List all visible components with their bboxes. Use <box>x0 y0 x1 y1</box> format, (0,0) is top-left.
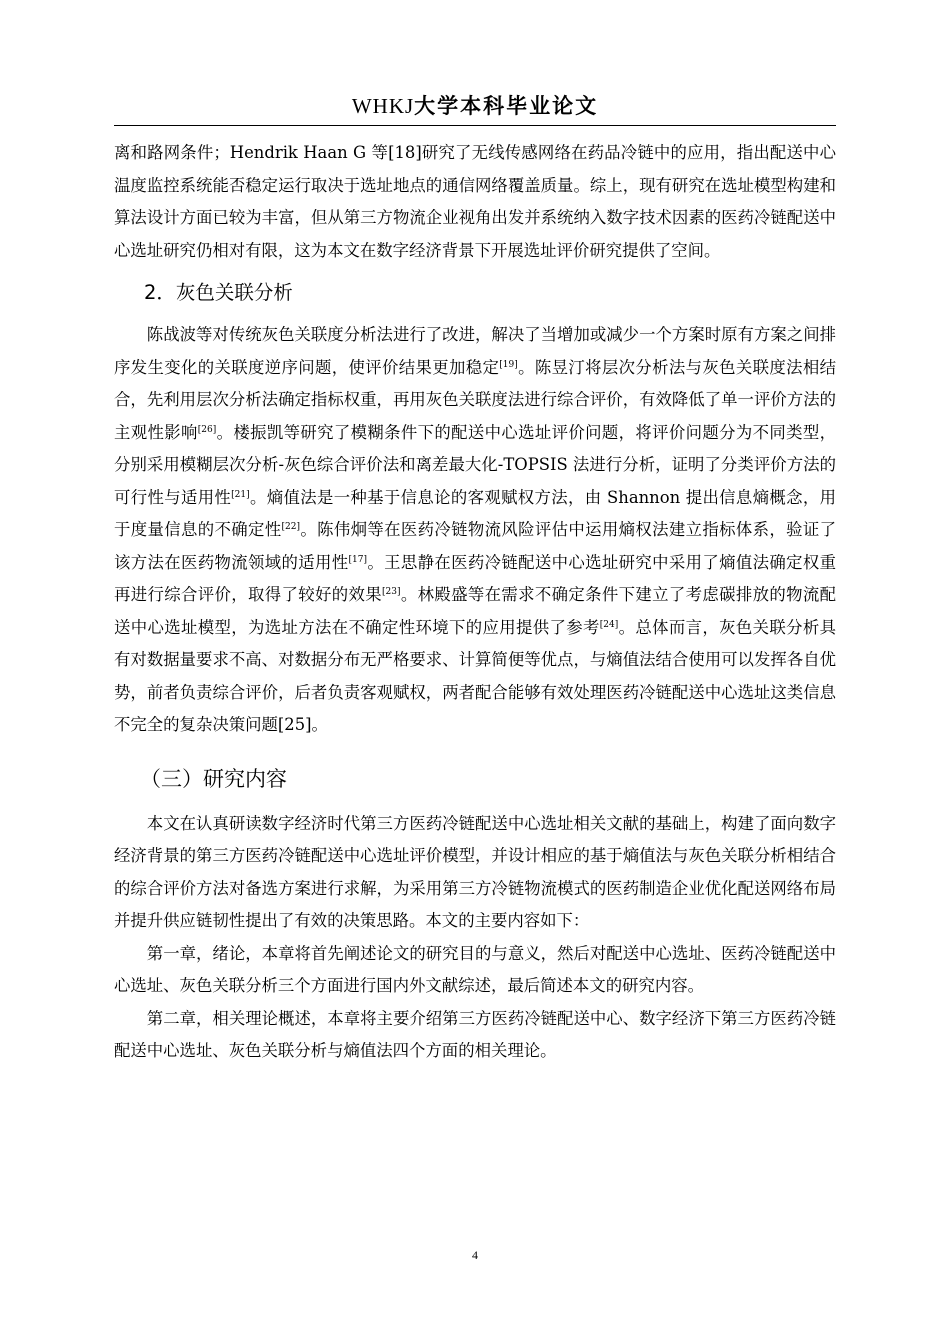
paragraph-continued: 离和路网条件；Hendrik Haan G 等[18]研究了无线传感网络在药品冷链中的应用，指出配送中心温度监控系统能否稳定运行取决于选址地点的通信网络覆盖质量。综上，现有研究在选址模型构建和算法设计方面已较为丰富，但从第三方物流企业视角出发并系统纳入数字技术因素的医药冷链配送中心选址研究仍相对有限，这为本文在数字经济背景下开展选址评价研究提供了空间。 <box>114 143 836 260</box>
subsection-heading-grey-relational: 2．灰色关联分析 <box>144 281 293 304</box>
citation: [23] <box>382 587 401 597</box>
header-latin: WHKJ <box>351 94 415 118</box>
paragraph-chapter-one: 第一章，绪论，本章将首先阐述论文的研究目的与意义，然后对配送中心选址、医药冷链配送中心选址、灰色关联分析三个方面进行国内外文献综述，最后简述本文的研究内容。 <box>114 943 836 995</box>
sentence: 。楼振凯等研究了模糊条件下的配送中心选址评价问题，将评价问题分为不同类型，分别采用模糊层次分析-灰色综合评价法和离差最大化-TOPSIS 法进行分析，证明了分类评价方法的可行性与适用性 <box>114 422 837 507</box>
citation: [26] <box>197 424 217 435</box>
header-title: 大学本科毕业论文 <box>414 93 599 118</box>
sentence: 。熵值法是一种基于信息论的客观赋权方法，由 Shannon 提出信息熵概念，用于度量信息的不确定性 <box>114 487 837 539</box>
sentence: 。林殿盛等在需求不确定条件下建立了考虑碳排放的物流配送中心选址模型，为选址方法在不确定性环境下的应用提供了参考 <box>114 585 837 637</box>
paragraph-grey-relational <box>114 319 836 742</box>
sentence: 陈战波等对传统灰色关联度分析法进行了改进，解决了当增加或减少一个方案时原有方案之间排序发生变化的关联度逆序问题，使评价结果更加稳定 <box>114 325 836 377</box>
citation: [21] <box>231 489 250 500</box>
citation: [19] <box>499 359 518 370</box>
sentence: 。陈伟炯等在医药冷链物流风险评估中运用熵权法建立指标体系，验证了该方法在医药物流领域的适用性 <box>114 520 837 572</box>
page-number: 4 <box>472 1248 478 1262</box>
body-text <box>114 137 836 1068</box>
sentence: 。陈昱汀将层次分析法与灰色关联度法相结合，先利用层次分析法确定指标权重，再用灰色关联度法进行综合评价，有效降低了单一评价方法的主观性影响 <box>114 357 837 442</box>
citation: [17] <box>348 554 367 565</box>
header-rule <box>114 125 836 126</box>
citation: [22] <box>281 522 300 532</box>
section-heading-research-content: （三）研究内容 <box>140 766 287 791</box>
sentence: 。王思静在医药冷链配送中心选址研究中采用了熵值法确定权重再进行综合评价，取得了较好的效果 <box>114 552 837 604</box>
sentence: 。总体而言，灰色关联分析具有对数据量要求不高、对数据分布无严格要求、计算简便等优点，与熵值法结合使用可以发挥各自优势，前者负责综合评价，后者负责客观赋权，两者配合能够有效处理医药冷链配送中心选址这类信息不完全的复杂决策问题[25]。 <box>114 617 837 734</box>
paragraph-chapter-two: 第二章，相关理论概述，本章将主要介绍第三方医药冷链配送中心、数字经济下第三方医药冷链配送中心选址、灰色关联分析与熵值法四个方面的相关理论。 <box>114 1008 836 1060</box>
paragraph-research-content: 本文在认真研读数字经济时代第三方医药冷链配送中心选址相关文献的基础上，构建了面向数字经济背景的第三方医药冷链配送中心选址评价模型，并设计相应的基于熵值法与灰色关联分析相结合的综合评价方法对备选方案进行求解，为采用第三方冷链物流模式的医药制造企业优化配送网络布局并提升供应链韧性提出了有效的决策思路。本文的主要内容如下： <box>114 813 836 930</box>
citation: [24] <box>599 619 619 630</box>
page-header <box>114 92 836 120</box>
